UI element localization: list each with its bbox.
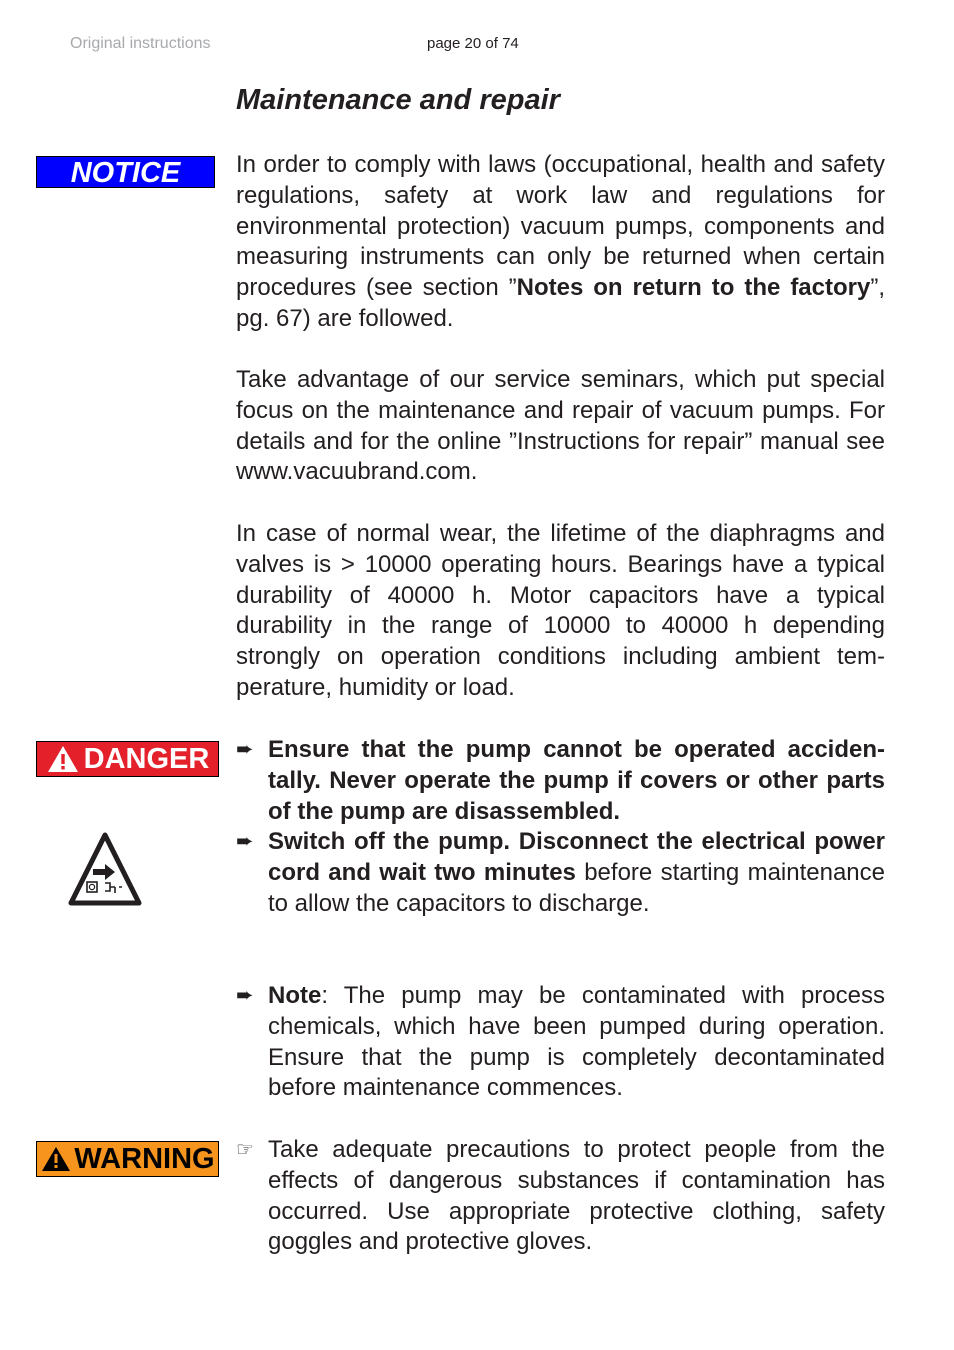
exclamation-triangle-icon [40,1145,72,1173]
bullet-bold-text: Note [268,982,322,1009]
list-item [236,1135,885,1258]
disconnect-mains-plug-icon [67,831,143,907]
list-item [236,981,885,1104]
bullet-text: Take adequate precautions to protect people from the effects of dangerous substances if contamination has occurred. Use appropriate protective clothing, safety goggles and protective gloves. [268,1136,885,1256]
paragraph-return-procedure [236,150,885,335]
arrow-right-icon: ➨ [236,738,254,761]
arrow-right-icon: ➨ [236,830,254,853]
paragraph-lifetime: In case of normal wear, the lifetime of the diaphragms and valves is > 10000 operating hours. Bearings have a typical durability of 40000 h. Motor capacitors have a typical durability in the range of 10000 to 40000 h depending strongly on operation conditions including ambient temperature, humidity or load. [236,520,885,701]
page-number: page 20 of 74 [427,35,519,52]
bullet-rest-text: : The pump may be contaminated with process chemicals, which have been pumped during operation. Ensure that the pump is completely decontaminated before maintenance commences. [268,982,885,1102]
exclamation-triangle-icon [46,744,80,774]
bullet-rest-text: before starting maintenance to allow the capacitors to discharge. [268,858,885,917]
danger-label [36,741,219,777]
paragraph-service-seminars: Take advantage of our service seminars, which put special focus on the maintenance and repair of vacuum pumps. For details and for the online ”Instructions for repair” manual see www.vacuubrand.com. [236,366,885,486]
bullet-text: Ensure that the pump cannot be operated accidentally. Never operate the pump if covers or other parts of the pump are disassembled. [268,736,885,825]
para1-text-end: ”, pg. 67) are followed. [236,274,886,332]
list-item [236,827,885,919]
warning-label-text: WARNING [74,1143,215,1175]
bullet-bold-text: Switch off the pump. Disconnect the electrical power cord and wait two minutes [268,828,885,886]
page-title: Maintenance and repair [236,84,560,116]
header-left-text: Original instructions [70,35,211,52]
pointing-hand-icon: ☞ [236,1139,254,1161]
arrow-right-icon: ➨ [236,984,254,1007]
danger-label-text: DANGER [83,743,210,775]
list-item [236,735,885,827]
bullet-text [268,827,885,919]
bullet-text [268,981,885,1104]
para1-text: In order to comply with laws (occupational, health and safety regulations, safety at work law and regulations for environmental protection) vacuum pumps, components and measuring instruments can only be returned when certain procedures (see section ” [236,151,885,302]
warning-label [36,1141,219,1177]
notice-label: NOTICE [36,156,215,188]
section-reference: Notes on return to the factory [516,274,871,302]
